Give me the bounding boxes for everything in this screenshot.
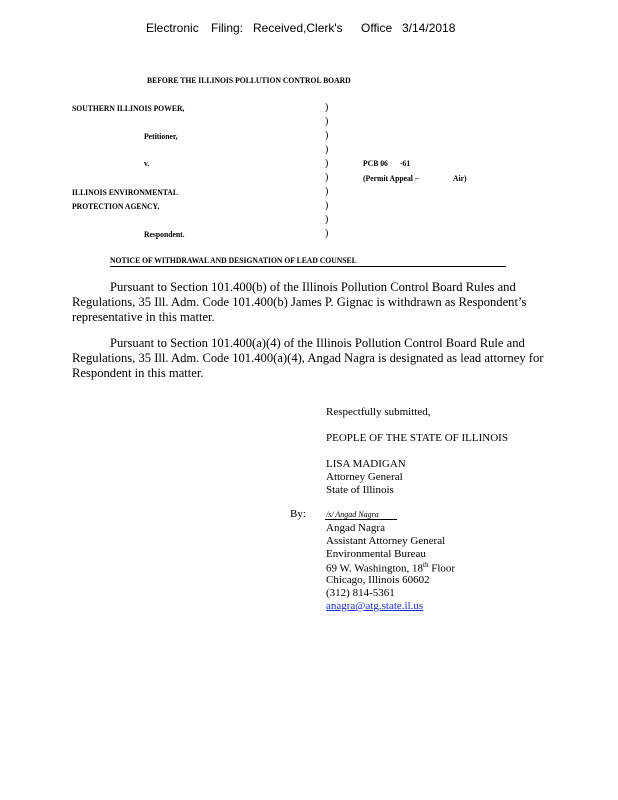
attorney-general-name: LISA MADIGAN [326, 458, 406, 470]
electronic-signature: /s/ Angad Nagra [326, 510, 379, 519]
stamp-received: Received,Clerk's [253, 21, 343, 35]
signer-email-link[interactable]: anagra@atg.state.il.us [326, 600, 424, 612]
signer-city: Chicago, Illinois 60602 [326, 574, 430, 586]
paragraph-designation: Pursuant to Section 101.400(a)(4) of the Illinois Pollution Control Board Rule and Regulations, 35 Ill. Adm. Code 101.400(a)(4), Angad Nagra is designated as lead attorney for Respondent in this matter. [72, 336, 544, 380]
address-floor: Floor [428, 562, 456, 575]
paren: ) [325, 116, 329, 127]
paren: ) [325, 186, 329, 197]
floor-superscript: th [423, 561, 429, 569]
signature-line [325, 519, 397, 520]
paren: ) [325, 158, 329, 169]
paren: ) [325, 144, 329, 155]
paragraph-withdrawal: Pursuant to Section 101.400(b) of the Illinois Pollution Control Board Rules and Regulations, 35 Ill. Adm. Code 101.400(b) James P. Gignac is withdrawn as Respondent’s representative in this matter. [72, 280, 527, 324]
paren: ) [325, 200, 329, 211]
respondent-name-1: ILLINOIS ENVIRONMENTAL [72, 187, 178, 197]
by-label: By: [290, 508, 306, 520]
attorney-general-state: State of Illinois [326, 484, 394, 496]
stamp-label: Electronic [146, 21, 199, 35]
signer-name: Angad Nagra [326, 522, 385, 534]
respondent-name-2: PROTECTION AGENCY, [72, 201, 160, 211]
stamp-filing: Filing: [211, 21, 244, 35]
notice-title: NOTICE OF WITHDRAWAL AND DESIGNATION OF LEAD COUNSEL [110, 255, 357, 265]
paren: ) [325, 172, 329, 183]
petitioner-name: SOUTHERN ILLINOIS POWER, [72, 103, 185, 113]
attorney-general-title: Attorney General [326, 471, 403, 483]
respondent-role: Respondent. [144, 229, 185, 239]
address-street: 69 W. Washington, 18 [326, 562, 424, 575]
stamp-office: Office [361, 21, 393, 35]
signer-phone: (312) 814-5361 [326, 587, 395, 599]
case-number: PCB 06 [363, 158, 388, 168]
case-type: (Permit Appeal – [363, 173, 419, 183]
board-title: BEFORE THE ILLINOIS POLLUTION CONTROL BOARD [147, 75, 351, 85]
signer-address [326, 561, 455, 575]
paren: ) [325, 214, 329, 225]
paren: ) [325, 130, 329, 141]
petitioner-role: Petitioner, [144, 131, 178, 141]
paren: ) [325, 102, 329, 113]
case-number-suffix: -61 [400, 158, 411, 168]
versus: v. [144, 158, 150, 168]
closing: Respectfully submitted, [326, 406, 431, 418]
signer-bureau: Environmental Bureau [326, 548, 426, 560]
paren: ) [325, 228, 329, 239]
notice-title-underline [110, 266, 506, 267]
case-type-air: Air) [453, 173, 467, 183]
party-name: PEOPLE OF THE STATE OF ILLINOIS [326, 432, 508, 444]
stamp-date: 3/14/2018 [402, 21, 456, 35]
signer-title: Assistant Attorney General [326, 535, 446, 547]
